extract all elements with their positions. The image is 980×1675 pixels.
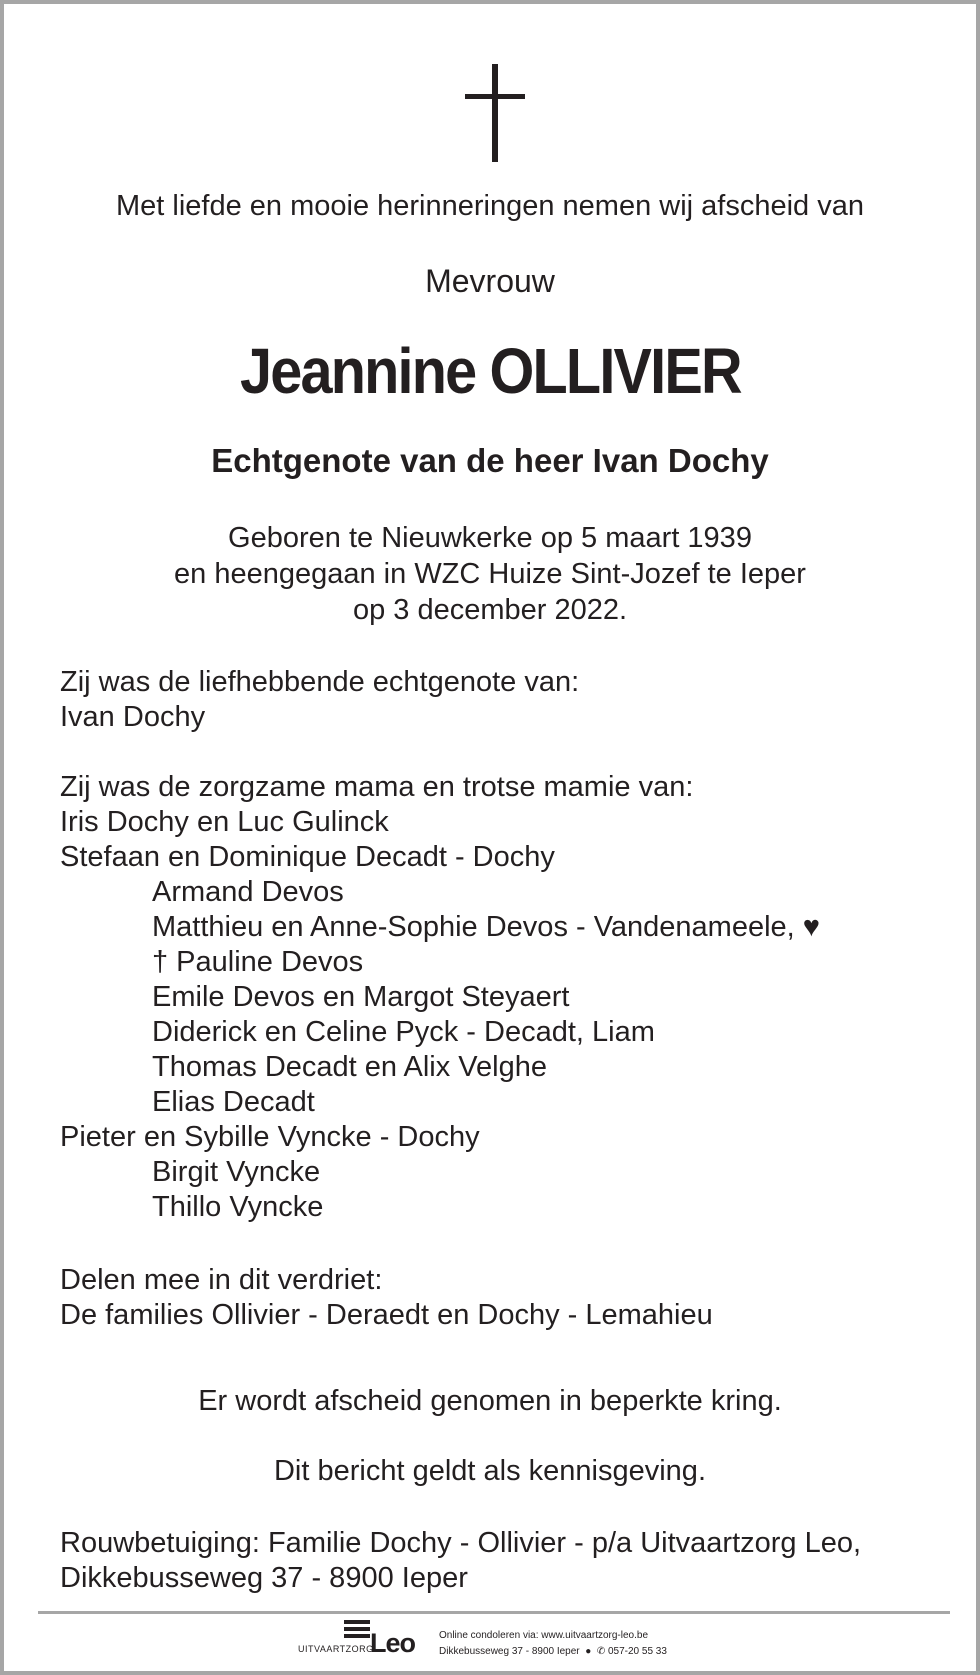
family-section — [60, 770, 820, 1225]
notice-text: Dit bericht geldt als kennisgeving. — [273, 1455, 706, 1487]
family-line: Diderick en Celine Pyck - Decadt, Liam — [152, 1016, 655, 1048]
logo-small-text: UITVAARTZORG — [298, 1644, 374, 1654]
family-line: Thillo Vyncke — [152, 1191, 324, 1223]
family-line: Emile Devos en Margot Steyaert — [152, 981, 570, 1013]
footer-contact — [439, 1628, 667, 1660]
family-line: Elias Decadt — [152, 1086, 315, 1118]
farewell-text: Er wordt afscheid genomen in beperkte kring. — [198, 1385, 782, 1417]
family-line: Matthieu en Anne-Sophie Devos - Vandenameele, ♥ — [152, 911, 820, 943]
wife-of-name: Ivan Dochy — [60, 701, 206, 733]
spouse-line: Echtgenote van de heer Ivan Dochy — [211, 442, 769, 479]
condolence-line: Dikkebusseweg 37 - 8900 Ieper — [60, 1562, 468, 1594]
family-line: Iris Dochy en Luc Gulinck — [60, 806, 389, 838]
logo-big-text: Leo — [370, 1628, 416, 1658]
logo-bars-icon — [344, 1620, 370, 1638]
share-families: De families Ollivier - Deraedt en Dochy - Lemahieu — [60, 1299, 713, 1331]
birth-line: Geboren te Nieuwkerke op 5 maart 1939 — [228, 522, 752, 554]
family-line: † Pauline Devos — [152, 946, 364, 978]
family-line: Thomas Decadt en Alix Velghe — [152, 1051, 547, 1083]
wife-of-section — [60, 665, 579, 735]
family-line: Pieter en Sybille Vyncke - Dochy — [60, 1121, 480, 1153]
family-line: Stefaan en Dominique Decadt - Dochy — [60, 841, 555, 873]
wife-of-heading: Zij was de liefhebbende echtgenote van: — [60, 666, 580, 698]
cross-icon — [465, 64, 525, 162]
share-grief-section — [60, 1263, 713, 1333]
intro-text: Met liefde en mooie herinneringen nemen wij afscheid van — [116, 190, 864, 222]
title: Mevrouw — [425, 263, 555, 299]
dot-icon: ● — [582, 1646, 595, 1657]
footer-divider — [38, 1611, 950, 1614]
condolence-address — [60, 1526, 861, 1596]
footer-address: Dikkebusseweg 37 - 8900 Ieper — [439, 1646, 580, 1657]
share-heading: Delen mee in dit verdriet: — [60, 1264, 383, 1296]
deceased-name: Jeannine OLLIVIER — [240, 335, 741, 407]
footer-address-line — [439, 1644, 667, 1660]
online-condolence-link[interactable]: Online condoleren via: www.uitvaartzorg-leo.be — [439, 1630, 648, 1641]
birth-death-details — [4, 520, 976, 628]
phone-icon: ✆ — [596, 1646, 606, 1657]
footer-phone: 057-20 55 33 — [607, 1646, 667, 1657]
death-date-line: op 3 december 2022. — [352, 594, 628, 626]
family-heading: Zij was de zorgzame mama en trotse mamie van: — [60, 771, 694, 803]
family-line: Birgit Vyncke — [152, 1156, 321, 1188]
condolence-line: Rouwbetuiging: Familie Dochy - Ollivier - p/a Uitvaartzorg Leo, — [60, 1527, 862, 1559]
death-place-line: en heengegaan in WZC Huize Sint-Jozef te Ieper — [174, 558, 806, 590]
family-line: Armand Devos — [152, 876, 344, 908]
